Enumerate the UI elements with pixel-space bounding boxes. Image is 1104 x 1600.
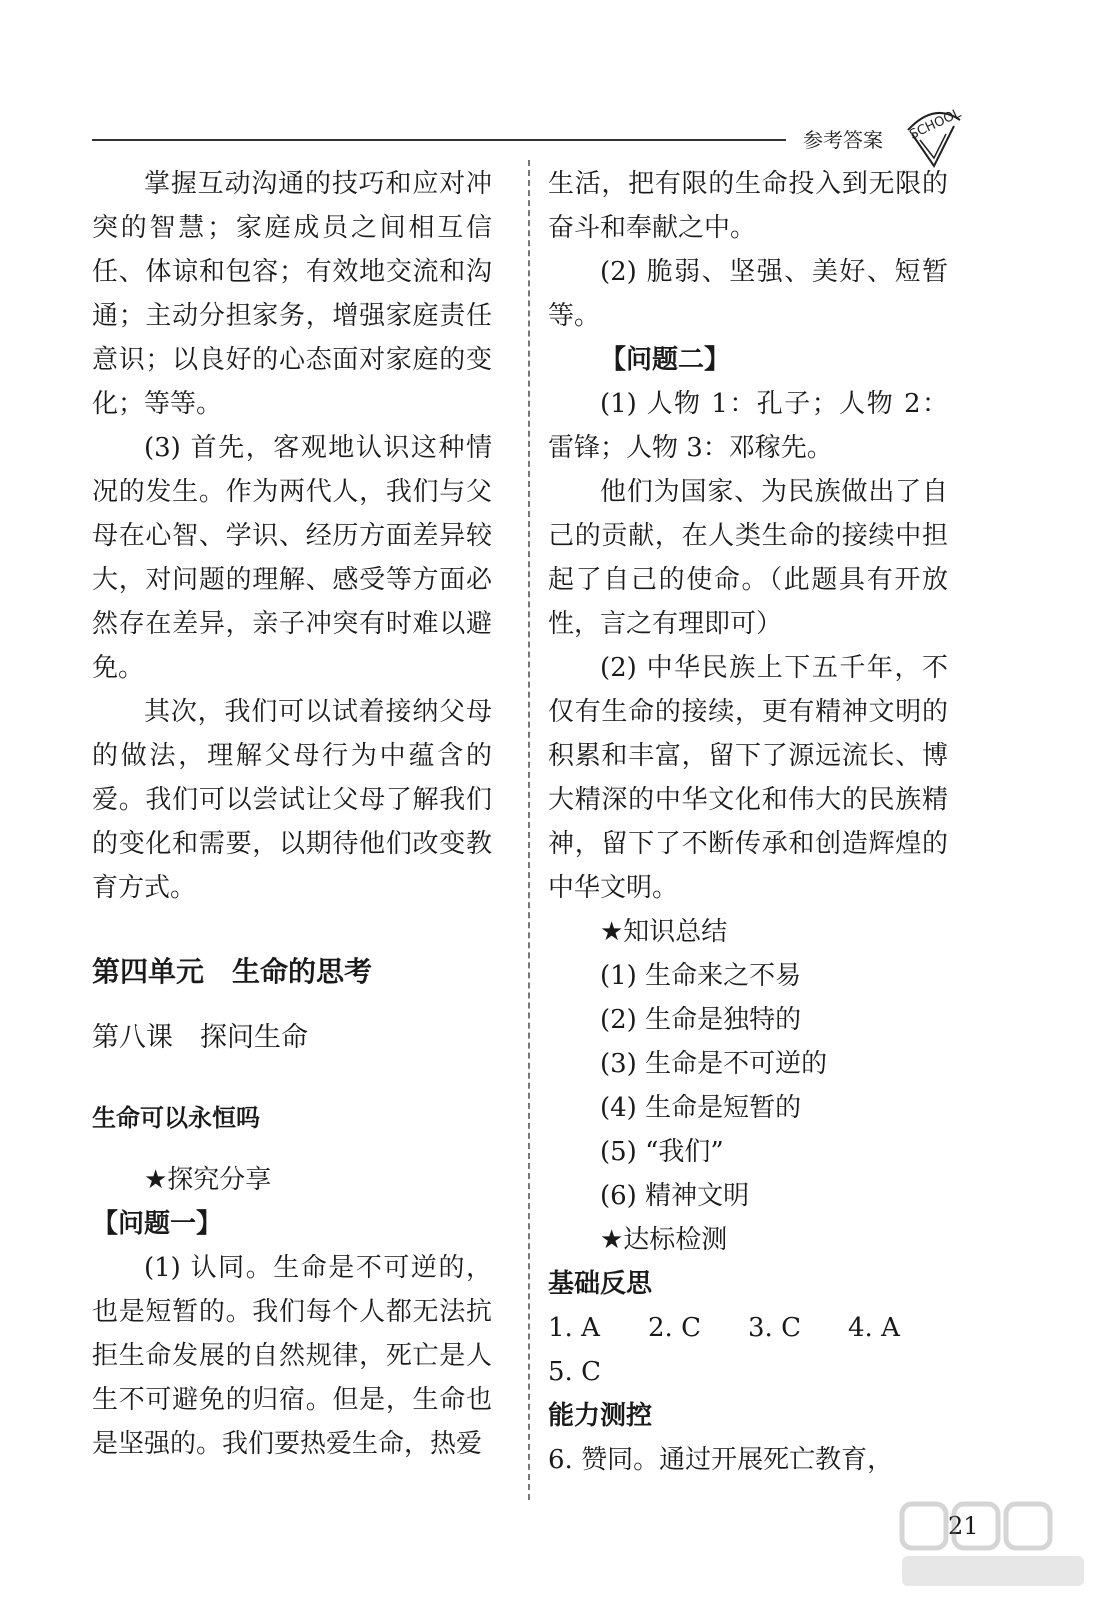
paragraph: (2) 脆弱、坚强、美好、短暂等。	[548, 257, 948, 331]
answer: 3. C	[748, 1313, 801, 1343]
page-number: 21	[948, 1512, 979, 1540]
paragraph: 其次，我们可以试着接纳父母的做法，理解父母行为中蕴含的爱。我们可以尝试让父母了解我们的变化和需要，以期待他们改变教育方式。	[92, 697, 492, 903]
watermark-logo-icon	[898, 1500, 1088, 1590]
summary-item: (2) 生命是独特的	[600, 1005, 802, 1035]
paragraph: (1) 认同。生命是不可逆的，也是短暂的。我们每个人都无法抗拒生命发展的自然规律，死亡是人生不可避免的归宿。但是，生命也是坚强的。我们要热爱生命，热爱	[92, 1253, 492, 1459]
paragraph: 掌握互动沟通的技巧和应对冲突的智慧；家庭成员之间相互信任、体谅和包容；有效地交流和沟通；主动分担家务，增强家庭责任意识；以良好的心态面对家庭的变化；等等。	[92, 169, 492, 419]
lesson-title: 第八课 探问生命	[92, 1022, 308, 1053]
paragraph: 生活，把有限的生命投入到无限的奋斗和奉献之中。	[548, 169, 948, 243]
answer: 2. C	[648, 1313, 701, 1343]
summary-heading: ★知识总结	[600, 917, 728, 947]
summary-item: (1) 生命来之不易	[600, 961, 802, 991]
answer-row	[548, 1306, 948, 1350]
check-heading: ★达标检测	[600, 1225, 728, 1255]
header-rule	[92, 139, 786, 141]
answer: 4. A	[848, 1313, 900, 1343]
header-label: 参考答案	[803, 128, 883, 152]
paragraph: 他们为国家、为民族做出了自己的贡献，在人类生命的接续中担起了自己的使命。（此题具有开放性，言之有理即可）	[548, 477, 948, 639]
paragraph: (3) 首先，客观地认识这种情况的发生。作为两代人，我们与父母在心智、学识、经历方面差异较大，对问题的理解、感受等方面必然存在差异，亲子冲突有时难以避免。	[92, 433, 492, 683]
paragraph: 6. 赞同。通过开展死亡教育，	[548, 1445, 894, 1475]
summary-item: (5) “我们”	[600, 1137, 724, 1167]
section-title: 生命可以永恒吗	[92, 1104, 260, 1132]
question-one-heading: 【问题一】	[92, 1209, 223, 1239]
left-column	[92, 162, 492, 1466]
summary-item: (6) 精神文明	[600, 1181, 750, 1211]
unit-title: 第四单元 生命的思考	[92, 955, 373, 988]
answer-row: 5. C	[548, 1357, 601, 1387]
answer: 1. A	[548, 1313, 600, 1343]
school-logo-icon	[898, 100, 970, 170]
question-two-heading: 【问题二】	[600, 345, 731, 375]
svg-text:SCHOOL: SCHOOL	[907, 105, 964, 143]
explore-heading: ★探究分享	[144, 1165, 272, 1195]
right-column	[548, 162, 948, 1482]
paragraph: (2) 中华民族上下五千年，不仅有生命的接续，更有精神文明的积累和丰富，留下了源远流长、博大精深的中华文化和伟大的民族精神，留下了不断传承和创造辉煌的中华文明。	[548, 653, 948, 903]
column-divider	[528, 160, 530, 1500]
basic-heading: 基础反思	[548, 1269, 653, 1299]
summary-item: (3) 生命是不可逆的	[600, 1049, 828, 1079]
ability-heading: 能力测控	[548, 1401, 653, 1431]
summary-item: (4) 生命是短暂的	[600, 1093, 802, 1123]
paragraph: (1) 人物 1：孔子；人物 2：雷锋；人物 3：邓稼先。	[548, 389, 948, 463]
